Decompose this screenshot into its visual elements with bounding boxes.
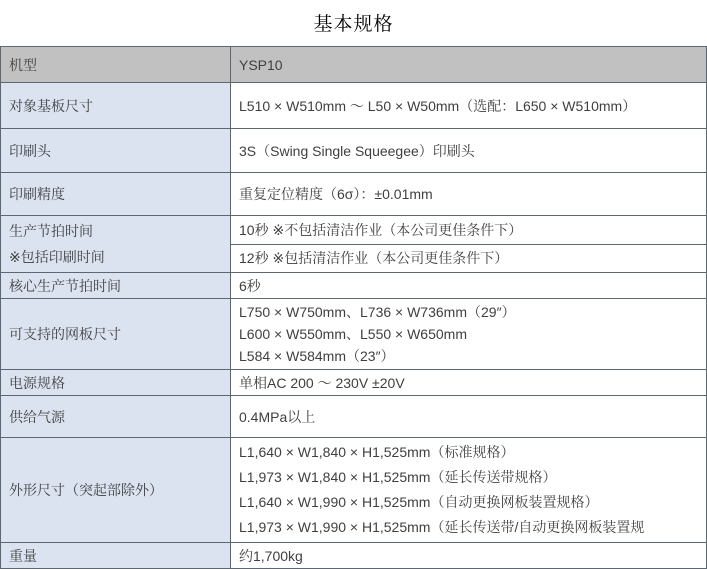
spec-value-print-accuracy: 重复定位精度（6σ）：±0.01mm — [231, 173, 707, 216]
spec-value-cycle-time-1: 10秒 ※不包括清洁作业（本公司更佳条件下） — [231, 216, 707, 245]
spec-value-mask-size-line2: L600 × W550mm、L550 × W650mm — [239, 326, 467, 342]
spec-value-dimensions-line2: L1,973 × W1,840 × H1,525mm（延长传送带规格） — [239, 469, 557, 485]
spec-value-weight: 约1,700kg — [231, 543, 707, 569]
spec-value-print-head: 3S（Swing Single Squeegee）印刷头 — [231, 129, 707, 173]
spec-row-mask-size — [1, 299, 707, 370]
spec-label-mask-size: 可支持的网板尺寸 — [1, 299, 231, 370]
spec-row-dimensions — [1, 438, 707, 543]
spec-value-dimensions-line3: L1,640 × W1,990 × H1,525mm（自动更换网板装置规格） — [239, 494, 599, 510]
spec-value-dimensions-line4: L1,973 × W1,990 × H1,525mm（延长传送带/自动更换网板装置规 — [239, 519, 645, 535]
spec-label-power-supply: 电源规格 — [1, 370, 231, 396]
spec-value-core-cycle-time: 6秒 — [231, 273, 707, 299]
spec-value-power-supply: 单相AC 200 ～ 230V ±20V — [231, 370, 707, 396]
spec-value-mask-size-line1: L750 × W750mm、L736 × W736mm（29″） — [239, 304, 516, 320]
spec-label-weight: 重量 — [1, 543, 231, 569]
spec-value-model: YSP10 — [231, 47, 707, 83]
spec-value-board-size: L510 × W510mm ～ L50 × W50mm（选配：L650 × W510mm） — [231, 83, 707, 129]
spec-label-dimensions: 外形尺寸（突起部除外） — [1, 438, 231, 543]
spec-label-cycle-time-line1: 生产节拍时间 — [9, 223, 93, 239]
spec-label-model: 机型 — [1, 47, 231, 83]
spec-label-print-accuracy: 印刷精度 — [1, 173, 231, 216]
spec-value-mask-size-line3: L584 × W584mm（23″） — [239, 348, 395, 364]
spec-row-cycle-time-1 — [1, 216, 707, 245]
spec-label-cycle-time-line2: ※包括印刷时间 — [9, 249, 105, 265]
spec-row-power-supply — [1, 370, 707, 396]
spec-value-mask-size — [231, 299, 707, 370]
spec-row-model — [1, 47, 707, 83]
spec-value-dimensions-line1: L1,640 × W1,840 × H1,525mm（标准规格） — [239, 444, 515, 460]
spec-table — [0, 46, 707, 569]
spec-row-print-accuracy — [1, 173, 707, 216]
spec-label-cycle-time — [1, 216, 231, 273]
spec-row-board-size — [1, 83, 707, 129]
spec-row-air-supply — [1, 396, 707, 438]
spec-value-air-supply: 0.4MPa以上 — [231, 396, 707, 438]
spec-label-air-supply: 供给气源 — [1, 396, 231, 438]
spec-row-print-head — [1, 129, 707, 173]
spec-label-core-cycle-time: 核心生产节拍时间 — [1, 273, 231, 299]
spec-value-cycle-time-2: 12秒 ※包括清洁作业（本公司更佳条件下） — [231, 244, 707, 273]
spec-row-weight — [1, 543, 707, 569]
spec-label-print-head: 印刷头 — [1, 129, 231, 173]
spec-value-dimensions — [231, 438, 707, 543]
spec-row-core-cycle-time — [1, 273, 707, 299]
spec-label-board-size: 对象基板尺寸 — [1, 83, 231, 129]
page-title: 基本规格 — [313, 14, 394, 35]
